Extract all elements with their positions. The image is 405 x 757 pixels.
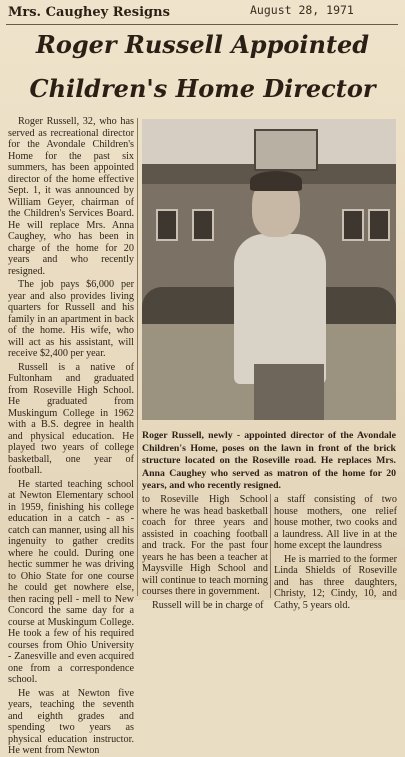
news-photo: [142, 119, 396, 420]
paragraph: a staff consisting of two house mothers, one relief house mother, two cooks and a laundress. All live in at the home except the laundress: [274, 494, 397, 551]
paragraph: He started teaching school at Newton Elementary school in 1959, finishing his college education in a catch - as - catch can manner, using all his ingenuity to gather credits where he could. During one hectic summer he was driving to Ohio State for one course he could get nowhere else, then racing pell - mell to New Concord the same day for a course at Muskingum College. He took a few of his required courses from Ohio University - Zanesville and even acquired one from a correspondence school.: [8, 478, 134, 685]
paragraph: He is married to the former Linda Shields of Roseville and has three daughters, Christy, 12; Cindy, 10, and Cathy, 5 years old.: [274, 553, 397, 611]
paragraph: Russell is a native of Fultonham and graduated from Roseville High School. He graduated from Muskingum College in 1962 with a B.S. degree in health and physical education. He played two years of college basketball, one year of football.: [8, 361, 134, 476]
kicker-headline: Mrs. Caughey Resigns: [8, 5, 170, 20]
photo-caption: Roger Russell, newly - appointed director of the Avondale Children's Home, poses on the lawn in front of the brick structure located on the Roseville road. He replaces Mrs. Anna Caughey who served as matron of the home for 20 years, and who recently resigned.: [142, 430, 396, 491]
photo-window: [368, 209, 390, 241]
top-rule: [6, 24, 398, 25]
paragraph: to Roseville High School where he was head basketball coach for three years and assisted in coaching football and track. For the past four years he has been a teacher at Maysville High School and will continue to teach morning courses there in government.: [142, 494, 268, 597]
paragraph: Russell will be in charge of: [152, 599, 264, 611]
photo-window: [342, 209, 364, 241]
paragraph: Roger Russell, 32, who has served as recreational director for the Avondale Children's Home for the past six summers, has been appointed director of the home effective Sept. 1, it was announced by William Geyer, chairman of the Children's Services Board. He will replace Mrs. Anna Caughey, who has been in charge of the home for 20 years and who recently resigned.: [8, 116, 134, 277]
paragraph: The job pays $6,000 per year and also provides living quarters for Russell and his family in an apartment in back of the home. His wife, who will act as his assistant, will receive $2,400 per year.: [8, 279, 134, 359]
photo-window: [192, 209, 214, 241]
photo-man-body: [234, 234, 326, 384]
column-divider: [270, 494, 271, 598]
photo-man-legs: [254, 364, 324, 420]
article-left-column: [8, 116, 134, 756]
article-middle-column: [142, 494, 268, 611]
article-right-column: [274, 494, 397, 611]
headline-line-2: Children's Home Director: [29, 74, 376, 103]
headline-line-1: Roger Russell Appointed: [35, 30, 370, 59]
photo-cupola: [254, 129, 318, 171]
date-stamp: August 28, 1971: [250, 3, 354, 17]
paragraph: He was at Newton five years, teaching the seventh and eighth grades and spending two years as physical education instructor. He went from Newton: [8, 687, 134, 756]
photo-window: [156, 209, 178, 241]
photo-man-hair: [250, 171, 302, 191]
column-divider: [137, 118, 138, 596]
